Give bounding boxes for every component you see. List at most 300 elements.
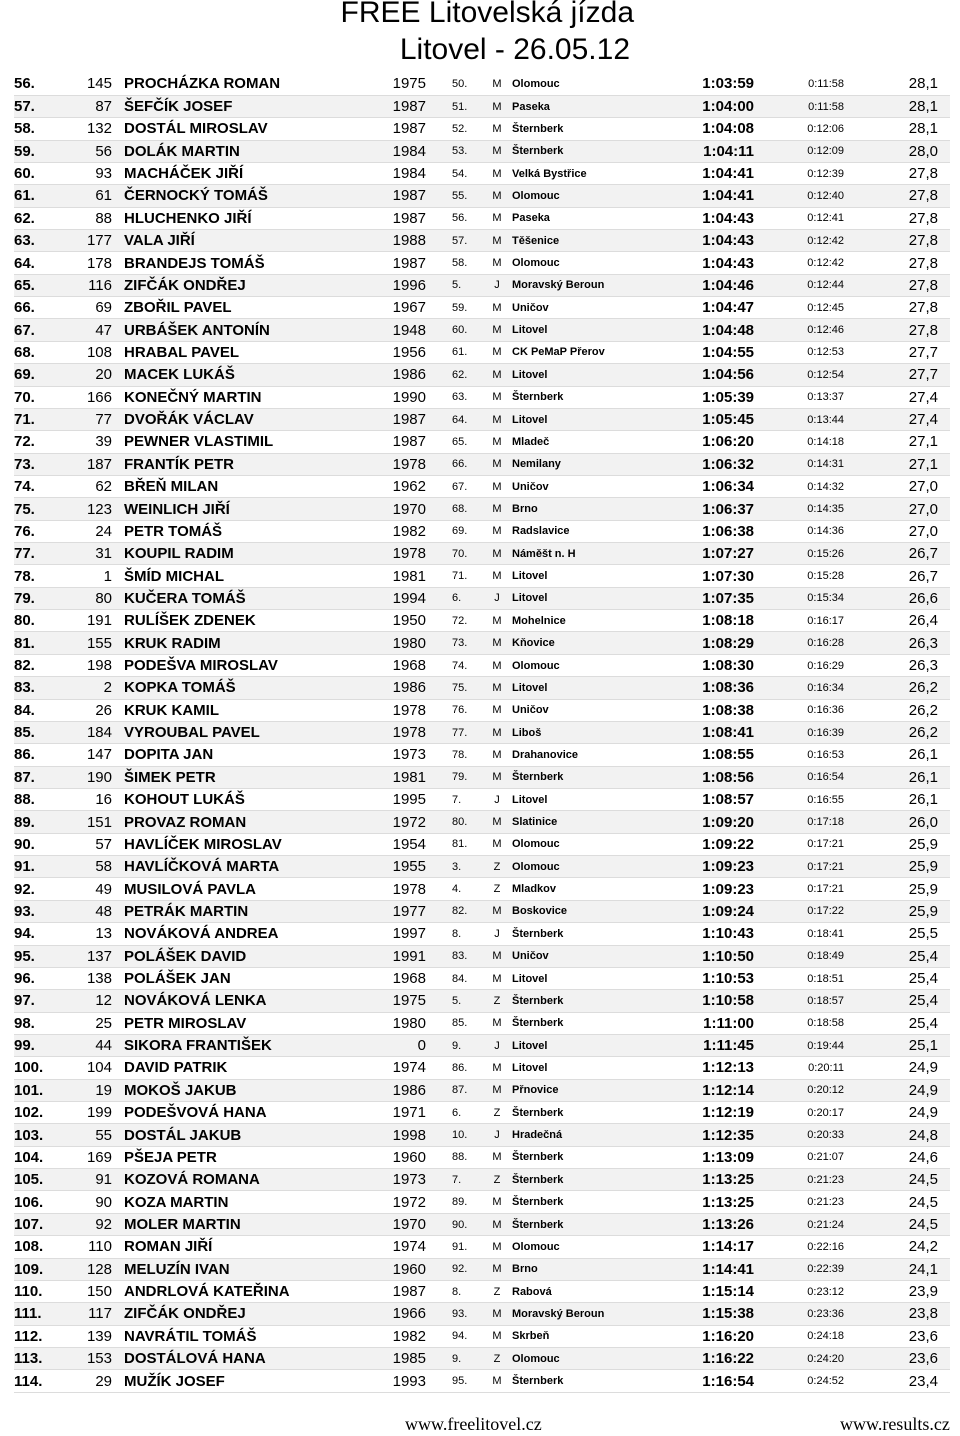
bib-number-cell: 138	[66, 967, 124, 989]
club-cell: Olomouc	[510, 1236, 672, 1258]
club-cell: Šternberk	[510, 1169, 672, 1191]
rank-cell: 114.	[14, 1370, 66, 1392]
event-place-date: Litovel - 26.05.12	[399, 33, 630, 66]
time-gap-cell: 0:17:21	[754, 856, 854, 878]
time-gap-cell: 0:16:28	[754, 632, 854, 654]
club-cell: Šternberk	[510, 118, 672, 140]
results-table	[14, 73, 950, 1393]
birth-year-cell: 1978	[346, 699, 440, 721]
rank-cell: 96.	[14, 967, 66, 989]
bib-number-cell: 177	[66, 230, 124, 252]
bib-number-cell: 145	[66, 73, 124, 95]
category-cell: M	[484, 1303, 510, 1325]
time-cell: 1:12:13	[672, 1057, 754, 1079]
category-cell: M	[484, 431, 510, 453]
club-cell: Kňovice	[510, 632, 672, 654]
bib-number-cell: 147	[66, 744, 124, 766]
club-cell: Uničov	[510, 945, 672, 967]
category-rank-cell: 76.	[440, 699, 484, 721]
time-cell: 1:12:19	[672, 1102, 754, 1124]
name-cell: KRUK RADIM	[124, 632, 346, 654]
time-cell: 1:12:14	[672, 1079, 754, 1101]
club-cell: Slatinice	[510, 811, 672, 833]
birth-year-cell: 1950	[346, 610, 440, 632]
birth-year-cell: 1986	[346, 364, 440, 386]
club-cell: Šternberk	[510, 990, 672, 1012]
name-cell: DOSTÁLOVÁ HANA	[124, 1347, 346, 1369]
bib-number-cell: 117	[66, 1303, 124, 1325]
name-cell: POLÁŠEK DAVID	[124, 945, 346, 967]
name-cell: DVOŘÁK VÁCLAV	[124, 408, 346, 430]
rank-cell: 58.	[14, 118, 66, 140]
birth-year-cell: 1987	[346, 95, 440, 117]
category-cell: M	[484, 1057, 510, 1079]
birth-year-cell: 1978	[346, 453, 440, 475]
club-cell: Brno	[510, 1258, 672, 1280]
time-cell: 1:08:41	[672, 721, 754, 743]
birth-year-cell: 1967	[346, 297, 440, 319]
time-gap-cell: 0:11:58	[754, 95, 854, 117]
time-gap-cell: 0:16:53	[754, 744, 854, 766]
club-cell: Litovel	[510, 1057, 672, 1079]
time-cell: 1:06:20	[672, 431, 754, 453]
name-cell: HRABAL PAVEL	[124, 341, 346, 363]
speed-cell: 27,0	[854, 498, 950, 520]
time-cell: 1:08:30	[672, 654, 754, 676]
category-rank-cell: 88.	[440, 1146, 484, 1168]
table-row	[14, 699, 950, 721]
rank-cell: 80.	[14, 610, 66, 632]
name-cell: NOVÁKOVÁ LENKA	[124, 990, 346, 1012]
table-row	[14, 856, 950, 878]
bib-number-cell: 166	[66, 386, 124, 408]
name-cell: DOSTÁL MIROSLAV	[124, 118, 346, 140]
table-row	[14, 319, 950, 341]
time-cell: 1:15:14	[672, 1280, 754, 1302]
speed-cell: 23,6	[854, 1325, 950, 1347]
time-cell: 1:16:22	[672, 1347, 754, 1369]
time-cell: 1:10:50	[672, 945, 754, 967]
speed-cell: 24,2	[854, 1236, 950, 1258]
category-rank-cell: 67.	[440, 475, 484, 497]
bib-number-cell: 187	[66, 453, 124, 475]
speed-cell: 23,9	[854, 1280, 950, 1302]
club-cell: Mladeč	[510, 431, 672, 453]
name-cell: ZIFČÁK ONDŘEJ	[124, 1303, 346, 1325]
bib-number-cell: 69	[66, 297, 124, 319]
time-gap-cell: 0:16:29	[754, 654, 854, 676]
club-cell: Mladkov	[510, 878, 672, 900]
rank-cell: 74.	[14, 475, 66, 497]
club-cell: Velká Bystřice	[510, 162, 672, 184]
name-cell: KOPKA TOMÁŠ	[124, 677, 346, 699]
category-rank-cell: 5.	[440, 990, 484, 1012]
time-cell: 1:04:56	[672, 364, 754, 386]
speed-cell: 27,8	[854, 297, 950, 319]
time-gap-cell: 0:11:58	[754, 73, 854, 95]
birth-year-cell: 1981	[346, 565, 440, 587]
rank-cell: 104.	[14, 1146, 66, 1168]
table-row	[14, 185, 950, 207]
category-rank-cell: 57.	[440, 230, 484, 252]
speed-cell: 23,4	[854, 1370, 950, 1392]
time-gap-cell: 0:21:07	[754, 1146, 854, 1168]
category-cell: M	[484, 520, 510, 542]
footer-link-results[interactable]: www.results.cz	[840, 1414, 950, 1434]
birth-year-cell: 1960	[346, 1258, 440, 1280]
rank-cell: 110.	[14, 1280, 66, 1302]
name-cell: KOHOUT LUKÁŠ	[124, 789, 346, 811]
bib-number-cell: 178	[66, 252, 124, 274]
name-cell: ROMAN JIŘÍ	[124, 1236, 346, 1258]
table-row	[14, 162, 950, 184]
rank-cell: 65.	[14, 274, 66, 296]
time-gap-cell: 0:24:18	[754, 1325, 854, 1347]
table-row	[14, 73, 950, 95]
name-cell: PŠEJA PETR	[124, 1146, 346, 1168]
speed-cell: 27,4	[854, 386, 950, 408]
footer-link-freelitovel[interactable]: www.freelitovel.cz	[405, 1414, 542, 1434]
category-rank-cell: 9.	[440, 1034, 484, 1056]
speed-cell: 27,8	[854, 274, 950, 296]
category-rank-cell: 52.	[440, 118, 484, 140]
time-gap-cell: 0:12:53	[754, 341, 854, 363]
club-cell: Olomouc	[510, 1347, 672, 1369]
category-rank-cell: 51.	[440, 95, 484, 117]
rank-cell: 92.	[14, 878, 66, 900]
time-gap-cell: 0:17:22	[754, 900, 854, 922]
speed-cell: 25,9	[854, 833, 950, 855]
speed-cell: 23,6	[854, 1347, 950, 1369]
category-cell: M	[484, 386, 510, 408]
speed-cell: 25,4	[854, 967, 950, 989]
name-cell: ZIFČÁK ONDŘEJ	[124, 274, 346, 296]
table-row	[14, 565, 950, 587]
club-cell: Moravský Beroun	[510, 274, 672, 296]
time-gap-cell: 0:12:44	[754, 274, 854, 296]
category-rank-cell: 81.	[440, 833, 484, 855]
table-row	[14, 1102, 950, 1124]
club-cell: Uničov	[510, 699, 672, 721]
bib-number-cell: 123	[66, 498, 124, 520]
name-cell: NAVRÁTIL TOMÁŠ	[124, 1325, 346, 1347]
time-cell: 1:07:30	[672, 565, 754, 587]
rank-cell: 90.	[14, 833, 66, 855]
name-cell: PODEŠVA MIROSLAV	[124, 654, 346, 676]
bib-number-cell: 128	[66, 1258, 124, 1280]
category-cell: Z	[484, 1102, 510, 1124]
table-row	[14, 1012, 950, 1034]
birth-year-cell: 1987	[346, 207, 440, 229]
table-row	[14, 990, 950, 1012]
category-cell: M	[484, 73, 510, 95]
time-gap-cell: 0:22:16	[754, 1236, 854, 1258]
speed-cell: 24,8	[854, 1124, 950, 1146]
birth-year-cell: 1974	[346, 1057, 440, 1079]
name-cell: ŠIMEK PETR	[124, 766, 346, 788]
club-cell: Přnovice	[510, 1079, 672, 1101]
category-cell: Z	[484, 1280, 510, 1302]
time-gap-cell: 0:15:26	[754, 543, 854, 565]
name-cell: VYROUBAL PAVEL	[124, 721, 346, 743]
bib-number-cell: 155	[66, 632, 124, 654]
category-rank-cell: 94.	[440, 1325, 484, 1347]
table-row	[14, 744, 950, 766]
club-cell: Olomouc	[510, 856, 672, 878]
table-row	[14, 1370, 950, 1392]
category-cell: M	[484, 610, 510, 632]
speed-cell: 25,4	[854, 1012, 950, 1034]
time-cell: 1:06:32	[672, 453, 754, 475]
table-row	[14, 1079, 950, 1101]
time-cell: 1:15:38	[672, 1303, 754, 1325]
bib-number-cell: 57	[66, 833, 124, 855]
name-cell: KOZOVÁ ROMANA	[124, 1169, 346, 1191]
time-cell: 1:05:45	[672, 408, 754, 430]
table-row	[14, 878, 950, 900]
bib-number-cell: 61	[66, 185, 124, 207]
table-row	[14, 766, 950, 788]
club-cell: Moravský Beroun	[510, 1303, 672, 1325]
speed-cell: 27,7	[854, 364, 950, 386]
club-cell: Šternberk	[510, 1102, 672, 1124]
birth-year-cell: 1956	[346, 341, 440, 363]
table-row	[14, 789, 950, 811]
speed-cell: 27,4	[854, 408, 950, 430]
club-cell: Šternberk	[510, 140, 672, 162]
time-gap-cell: 0:19:44	[754, 1034, 854, 1056]
bib-number-cell: 190	[66, 766, 124, 788]
category-rank-cell: 8.	[440, 1280, 484, 1302]
category-rank-cell: 73.	[440, 632, 484, 654]
speed-cell: 25,5	[854, 923, 950, 945]
table-row	[14, 475, 950, 497]
time-cell: 1:08:56	[672, 766, 754, 788]
table-row	[14, 95, 950, 117]
time-gap-cell: 0:23:36	[754, 1303, 854, 1325]
name-cell: MACHÁČEK JIŘÍ	[124, 162, 346, 184]
rank-cell: 72.	[14, 431, 66, 453]
time-gap-cell: 0:18:41	[754, 923, 854, 945]
time-cell: 1:04:48	[672, 319, 754, 341]
time-gap-cell: 0:14:36	[754, 520, 854, 542]
category-rank-cell: 66.	[440, 453, 484, 475]
rank-cell: 86.	[14, 744, 66, 766]
birth-year-cell: 1987	[346, 408, 440, 430]
category-rank-cell: 85.	[440, 1012, 484, 1034]
time-gap-cell: 0:14:31	[754, 453, 854, 475]
category-cell: M	[484, 1213, 510, 1235]
rank-cell: 62.	[14, 207, 66, 229]
name-cell: ANDRLOVÁ KATEŘINA	[124, 1280, 346, 1302]
name-cell: PETR TOMÁŠ	[124, 520, 346, 542]
time-gap-cell: 0:18:58	[754, 1012, 854, 1034]
birth-year-cell: 1987	[346, 185, 440, 207]
time-gap-cell: 0:24:20	[754, 1347, 854, 1369]
table-row	[14, 431, 950, 453]
table-row	[14, 543, 950, 565]
club-cell: CK PeMaP Přerov	[510, 341, 672, 363]
birth-year-cell: 1986	[346, 677, 440, 699]
club-cell: Uničov	[510, 297, 672, 319]
name-cell: KONEČNÝ MARTIN	[124, 386, 346, 408]
speed-cell: 26,7	[854, 543, 950, 565]
name-cell: KRUK KAMIL	[124, 699, 346, 721]
name-cell: NOVÁKOVÁ ANDREA	[124, 923, 346, 945]
birth-year-cell: 1987	[346, 118, 440, 140]
club-cell: Mohelnice	[510, 610, 672, 632]
table-row	[14, 900, 950, 922]
bib-number-cell: 139	[66, 1325, 124, 1347]
category-rank-cell: 7.	[440, 1169, 484, 1191]
time-cell: 1:09:24	[672, 900, 754, 922]
category-cell: M	[484, 230, 510, 252]
time-cell: 1:08:29	[672, 632, 754, 654]
time-cell: 1:04:55	[672, 341, 754, 363]
speed-cell: 27,8	[854, 162, 950, 184]
name-cell: KOZA MARTIN	[124, 1191, 346, 1213]
bib-number-cell: 93	[66, 162, 124, 184]
time-gap-cell: 0:14:35	[754, 498, 854, 520]
time-gap-cell: 0:20:33	[754, 1124, 854, 1146]
event-title: FREE Litovelská jízda	[340, 0, 634, 29]
category-cell: Z	[484, 878, 510, 900]
table-row	[14, 1303, 950, 1325]
table-row	[14, 1191, 950, 1213]
speed-cell: 27,8	[854, 185, 950, 207]
club-cell: Litovel	[510, 408, 672, 430]
bib-number-cell: 184	[66, 721, 124, 743]
speed-cell: 24,5	[854, 1213, 950, 1235]
birth-year-cell: 1975	[346, 73, 440, 95]
birth-year-cell: 1977	[346, 900, 440, 922]
name-cell: PETR MIROSLAV	[124, 1012, 346, 1034]
category-rank-cell: 79.	[440, 766, 484, 788]
category-cell: M	[484, 252, 510, 274]
birth-year-cell: 1984	[346, 162, 440, 184]
category-rank-cell: 84.	[440, 967, 484, 989]
table-row	[14, 811, 950, 833]
category-cell: Z	[484, 1169, 510, 1191]
speed-cell: 26,2	[854, 699, 950, 721]
time-gap-cell: 0:18:49	[754, 945, 854, 967]
birth-year-cell: 1978	[346, 721, 440, 743]
rank-cell: 107.	[14, 1213, 66, 1235]
birth-year-cell: 1990	[346, 386, 440, 408]
table-row	[14, 252, 950, 274]
speed-cell: 24,9	[854, 1057, 950, 1079]
table-row	[14, 967, 950, 989]
time-gap-cell: 0:12:40	[754, 185, 854, 207]
category-cell: M	[484, 162, 510, 184]
name-cell: MOKOŠ JAKUB	[124, 1079, 346, 1101]
bib-number-cell: 132	[66, 118, 124, 140]
category-rank-cell: 63.	[440, 386, 484, 408]
category-cell: M	[484, 543, 510, 565]
rank-cell: 111.	[14, 1303, 66, 1325]
table-row	[14, 654, 950, 676]
name-cell: WEINLICH JIŘÍ	[124, 498, 346, 520]
speed-cell: 27,0	[854, 475, 950, 497]
name-cell: MOLER MARTIN	[124, 1213, 346, 1235]
birth-year-cell: 1972	[346, 1191, 440, 1213]
rank-cell: 61.	[14, 185, 66, 207]
bib-number-cell: 80	[66, 587, 124, 609]
name-cell: MACEK LUKÁŠ	[124, 364, 346, 386]
category-cell: J	[484, 1034, 510, 1056]
birth-year-cell: 1970	[346, 498, 440, 520]
category-rank-cell: 75.	[440, 677, 484, 699]
category-cell: M	[484, 721, 510, 743]
category-cell: M	[484, 766, 510, 788]
club-cell: Rabová	[510, 1280, 672, 1302]
rank-cell: 87.	[14, 766, 66, 788]
bib-number-cell: 24	[66, 520, 124, 542]
birth-year-cell: 1996	[346, 274, 440, 296]
name-cell: DOLÁK MARTIN	[124, 140, 346, 162]
time-gap-cell: 0:13:44	[754, 408, 854, 430]
time-cell: 1:14:41	[672, 1258, 754, 1280]
name-cell: KOUPIL RADIM	[124, 543, 346, 565]
category-cell: M	[484, 364, 510, 386]
category-cell: M	[484, 297, 510, 319]
birth-year-cell: 1980	[346, 1012, 440, 1034]
category-rank-cell: 82.	[440, 900, 484, 922]
name-cell: MELUZÍN IVAN	[124, 1258, 346, 1280]
rank-cell: 101.	[14, 1079, 66, 1101]
speed-cell: 24,5	[854, 1191, 950, 1213]
name-cell: MUSILOVÁ PAVLA	[124, 878, 346, 900]
birth-year-cell: 1975	[346, 990, 440, 1012]
rank-cell: 84.	[14, 699, 66, 721]
category-rank-cell: 72.	[440, 610, 484, 632]
time-cell: 1:06:34	[672, 475, 754, 497]
category-cell: M	[484, 632, 510, 654]
club-cell: Šternberk	[510, 386, 672, 408]
speed-cell: 26,2	[854, 677, 950, 699]
rank-cell: 85.	[14, 721, 66, 743]
time-cell: 1:04:00	[672, 95, 754, 117]
category-cell: M	[484, 95, 510, 117]
category-cell: M	[484, 1370, 510, 1392]
birth-year-cell: 1993	[346, 1370, 440, 1392]
speed-cell: 27,8	[854, 230, 950, 252]
time-gap-cell: 0:16:39	[754, 721, 854, 743]
club-cell: Šternberk	[510, 766, 672, 788]
category-rank-cell: 60.	[440, 319, 484, 341]
birth-year-cell: 1973	[346, 744, 440, 766]
speed-cell: 26,3	[854, 654, 950, 676]
name-cell: RULÍŠEK ZDENEK	[124, 610, 346, 632]
club-cell: Šternberk	[510, 1213, 672, 1235]
category-cell: J	[484, 274, 510, 296]
rank-cell: 113.	[14, 1347, 66, 1369]
speed-cell: 27,0	[854, 520, 950, 542]
bib-number-cell: 58	[66, 856, 124, 878]
category-rank-cell: 9.	[440, 1347, 484, 1369]
speed-cell: 26,3	[854, 632, 950, 654]
table-row	[14, 1325, 950, 1347]
table-row	[14, 297, 950, 319]
bib-number-cell: 12	[66, 990, 124, 1012]
rank-cell: 91.	[14, 856, 66, 878]
time-gap-cell: 0:13:37	[754, 386, 854, 408]
bib-number-cell: 91	[66, 1169, 124, 1191]
table-row	[14, 632, 950, 654]
time-cell: 1:09:23	[672, 856, 754, 878]
club-cell: Litovel	[510, 1034, 672, 1056]
time-gap-cell: 0:21:24	[754, 1213, 854, 1235]
